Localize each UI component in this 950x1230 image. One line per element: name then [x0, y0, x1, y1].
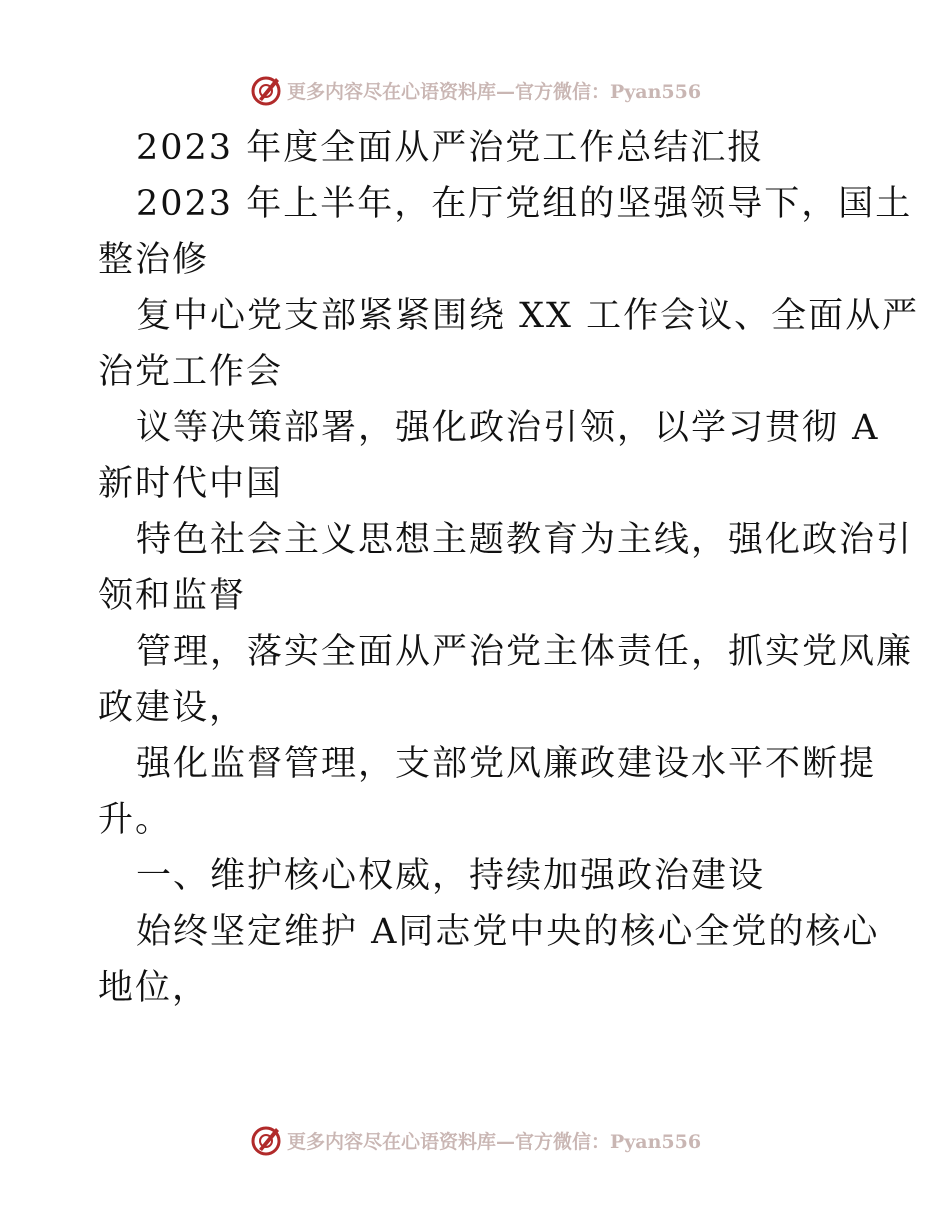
paragraph-line: 始终坚定维护 A同志党中央的核心全党的核心	[136, 912, 880, 952]
paragraph-line: 整治修	[98, 240, 210, 280]
paragraph-line: 复中心党支部紧紧围绕 XX 工作会议、全面从严	[136, 296, 920, 336]
footer-watermark	[0, 1120, 950, 1160]
document-title: 2023 年度全面从严治党工作总结汇报	[136, 128, 765, 168]
paragraph-line: 治党工作会	[98, 352, 284, 392]
paragraph-line: 强化监督管理，支部党风廉政建设水平不断提	[136, 744, 877, 784]
watermark-text: 更多内容尽在心语资料库—官方微信：Pyan556	[286, 80, 702, 103]
paragraph-line: 新时代中国	[98, 464, 284, 504]
document-body	[98, 120, 920, 1016]
paragraph-line: 管理，落实全面从严治党主体责任，抓实党风廉	[136, 632, 914, 672]
paragraph-line: 特色社会主义思想主题教育为主线，强化政治引	[136, 520, 914, 560]
pen-circle-logo-icon	[249, 1123, 283, 1157]
section-heading: 一、维护核心权威，持续加强政治建设	[136, 856, 766, 896]
paragraph-line: 升。	[98, 800, 173, 840]
paragraph-line: 领和监督	[98, 576, 247, 616]
paragraph-line: 地位，	[98, 968, 210, 1008]
paragraph-line: 2023 年上半年，在厅党组的坚强领导下，国土	[136, 184, 913, 224]
pen-circle-logo-icon	[249, 73, 283, 107]
paragraph-line: 议等决策部署，强化政治引领，以学习贯彻 A	[136, 408, 880, 448]
header-watermark	[0, 70, 950, 110]
watermark-text: 更多内容尽在心语资料库—官方微信：Pyan556	[286, 1130, 702, 1153]
paragraph-line: 政建设，	[98, 688, 247, 728]
